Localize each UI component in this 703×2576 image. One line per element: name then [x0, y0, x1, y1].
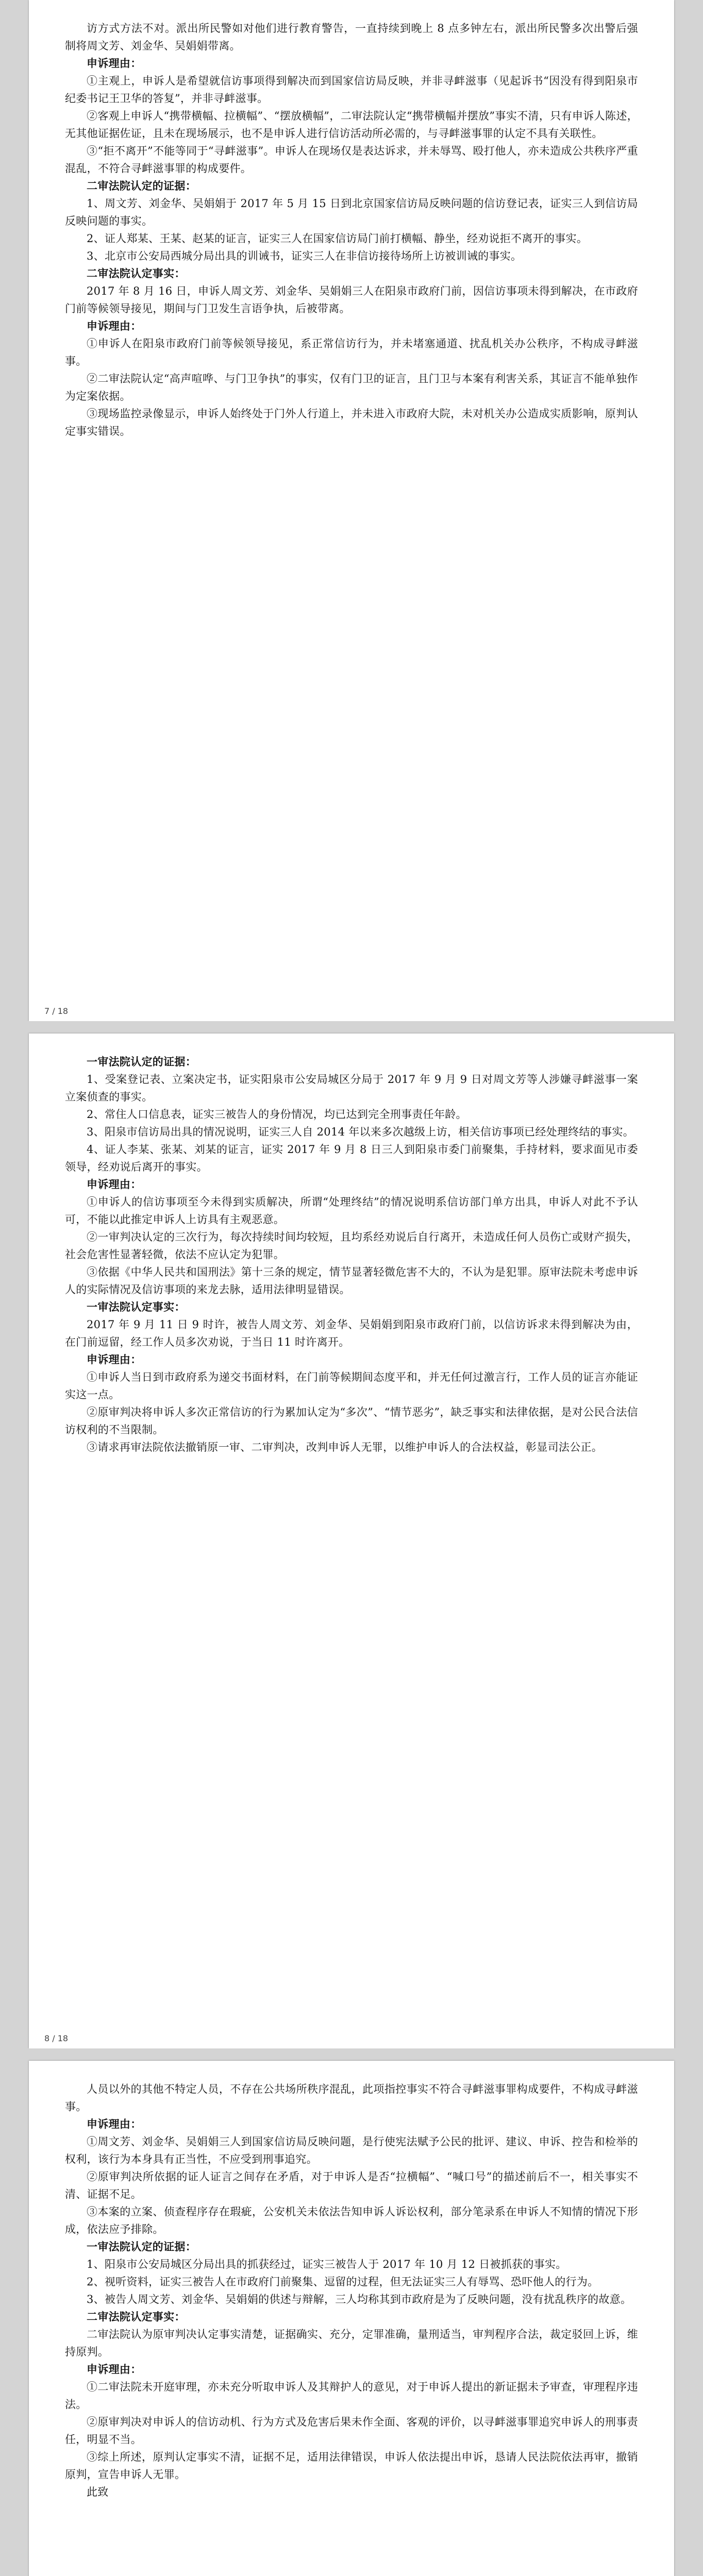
paragraph: ①周文芳、刘金华、吴娟娟三人到国家信访局反映问题，是行使宪法赋予公民的批评、建议、申诉、控告和检举的权利，该行为本身具有正当性，不应受到刑事追究。 [65, 2136, 638, 2165]
section-heading: 申诉理由： [87, 319, 142, 332]
document-page [29, 1033, 674, 2048]
paragraph: ②一审判决认定的三次行为，每次持续时间均较短，且均系经劝说后自行离开，未造成任何人员伤亡或财产损失，社会危害性显著轻微，依法不应认定为犯罪。 [65, 1231, 638, 1261]
paragraph: 2、证人郑某、王某、赵某的证言，证实三人在国家信访局门前打横幅、静坐，经劝说拒不离开的事实。 [87, 232, 588, 245]
section-heading: 二审法院认定事实： [87, 267, 186, 280]
page-body [65, 20, 638, 440]
page-body [65, 1053, 638, 1456]
paragraph: ③依据《中华人民共和国刑法》第十三条的规定，情节显著轻微危害不大的，不认为是犯罪。原审法院未考虑申诉人的实际情况及信访事项的来龙去脉，适用法律明显错误。 [65, 1266, 638, 1296]
page-number: 8 / 18 [44, 2033, 69, 2043]
paragraph: ②客观上申诉人“携带横幅、拉横幅”、“摆放横幅”，二审法院认定“携带横幅并摆放”事实不清，只有申诉人陈述，无其他证据佐证，且未在现场展示，也不是申诉人进行信访活动所必需的，与寻衅滋事罪的认定不具有关联性。 [65, 110, 638, 140]
section-heading: 申诉理由： [87, 1353, 142, 1366]
paragraph: 访方式方法不对。派出所民警如对他们进行教育警告，一直持续到晚上 8 点多钟左右，派出所民警多次出警后强制将周文芳、刘金华、吴娟娟带离。 [65, 22, 638, 52]
paragraph: ①二审法院未开庭审理，亦未充分听取申诉人及其辩护人的意见，对于申诉人提出的新证据未予审查，审理程序违法。 [65, 2381, 638, 2411]
paragraph: ①申诉人在阳泉市政府门前等候领导接见，系正常信访行为，并未堵塞通道、扰乱机关办公秩序，不构成寻衅滋事。 [65, 337, 638, 367]
section-heading: 申诉理由： [87, 2117, 142, 2130]
paragraph: 3、阳泉市信访局出具的情况说明，证实三人自 2014 年以来多次越级上访，相关信访事项已经处理终结的事实。 [87, 1126, 634, 1138]
paragraph: 3、被告人周文芳、刘金华、吴娟娟的供述与辩解，三人均称其到市政府是为了反映问题，没有扰乱秩序的故意。 [87, 2293, 632, 2306]
paragraph: 2017 年 9 月 11 日 9 时许，被告人周文芳、刘金华、吴娟娟到阳泉市政府门前，以信访诉求未得到解决为由，在门前逗留，经工作人员多次劝说，于当日 11 时许离开。 [65, 1318, 638, 1348]
paragraph: ③请求再审法院依法撤销原一审、二审判决，改判申诉人无罪，以维护申诉人的合法权益，彰显司法公正。 [87, 1441, 603, 1453]
page-body [65, 2080, 638, 2501]
paragraph: ③现场监控录像显示，申诉人始终处于门外人行道上，并未进入市政府大院，未对机关办公造成实质影响，原判认定事实错误。 [65, 408, 638, 437]
section-heading: 申诉理由： [87, 1178, 142, 1191]
section-heading: 一审法院认定的证据： [87, 1055, 196, 1068]
paragraph: 人员以外的其他不特定人员，不存在公共场所秩序混乱，此项指控事实不符合寻衅滋事罪构成要件，不构成寻衅滋事。 [65, 2083, 638, 2113]
paragraph: ①主观上，申诉人是希望就信访事项得到解决而到国家信访局反映，并非寻衅滋事（见起诉书“因没有得到阳泉市纪委书记王卫华的答复”，并非寻衅滋事。 [65, 75, 638, 105]
paragraph: 1、受案登记表、立案决定书，证实阳泉市公安局城区分局于 2017 年 9 月 9 日对周文芳等人涉嫌寻衅滋事一案立案侦查的事实。 [65, 1073, 638, 1103]
section-heading: 二审法院认定的证据： [87, 179, 196, 192]
paragraph: ②原审判决对申诉人的信访动机、行为方式及危害后果未作全面、客观的评价，以寻衅滋事罪追究申诉人的刑事责任，明显不当。 [65, 2416, 638, 2446]
paragraph: 二审法院认为原审判决认定事实清楚，证据确实、充分，定罪准确，量刑适当，审判程序合法，裁定驳回上诉，维持原判。 [65, 2328, 638, 2358]
section-heading: 申诉理由： [87, 57, 142, 70]
paragraph: 2017 年 8 月 16 日，申诉人周文芳、刘金华、吴娟娟三人在阳泉市政府门前，因信访事项未得到解决，在市政府门前等候领导接见，期间与门卫发生言语争执，后被带离。 [65, 285, 638, 315]
paragraph: 此致 [87, 2486, 109, 2498]
paragraph: ①申诉人当日到市政府系为递交书面材料，在门前等候期间态度平和，并无任何过激言行，工作人员的证言亦能证实这一点。 [65, 1371, 638, 1401]
paragraph: ①申诉人的信访事项至今未得到实质解决，所谓“处理终结”的情况说明系信访部门单方出具，申诉人对此不予认可，不能以此推定申诉人上访具有主观恶意。 [65, 1196, 638, 1226]
paragraph: 1、阳泉市公安局城区分局出具的抓获经过，证实三被告人于 2017 年 10 月 12 日被抓获的事实。 [87, 2258, 567, 2270]
document-page [29, 0, 674, 1021]
paragraph: 1、周文芳、刘金华、吴娟娟于 2017 年 5 月 15 日到北京国家信访局反映问题的信访登记表，证实三人到信访局反映问题的事实。 [65, 197, 638, 227]
paragraph: ③“拒不离开”不能等同于“寻衅滋事”。申诉人在现场仅是表达诉求，并未辱骂、殴打他人，亦未造成公共秩序严重混乱，不符合寻衅滋事罪的构成要件。 [65, 145, 638, 175]
paragraph: ②原审判决所依据的证人证言之间存在矛盾，对于申诉人是否“拉横幅”、“喊口号”的描述前后不一，相关事实不清、证据不足。 [65, 2171, 638, 2200]
paragraph: ③本案的立案、侦查程序存在瑕疵，公安机关未依法告知申诉人诉讼权利，部分笔录系在申诉人不知情的情况下形成，依法应予排除。 [65, 2206, 638, 2235]
page-separator [0, 2048, 703, 2061]
section-heading: 申诉理由： [87, 2363, 142, 2376]
paragraph: 4、证人李某、张某、刘某的证言，证实 2017 年 9 月 8 日三人到阳泉市委门前聚集，手持材料，要求面见市委领导，经劝说后离开的事实。 [65, 1143, 638, 1173]
page-separator [0, 1021, 703, 1033]
paragraph: ③综上所述，原判认定事实不清，证据不足，适用法律错误，申诉人依法提出申诉，恳请人民法院依法再审，撤销原判，宣告申诉人无罪。 [65, 2451, 638, 2481]
paragraph: ②二审法院认定“高声喧哗、与门卫争执”的事实，仅有门卫的证言，且门卫与本案有利害关系，其证言不能单独作为定案依据。 [65, 372, 638, 402]
section-heading: 一审法院认定的证据： [87, 2240, 196, 2253]
paragraph: 3、北京市公安局西城分局出具的训诫书，证实三人在非信访接待场所上访被训诫的事实。 [87, 250, 522, 262]
paragraph: 2、视听资料，证实三被告人在市政府门前聚集、逗留的过程，但无法证实三人有辱骂、恐吓他人的行为。 [87, 2276, 599, 2288]
paragraph: ②原审判决将申诉人多次正常信访的行为累加认定为“多次”、“情节恶劣”，缺乏事实和法律依据，是对公民合法信访权利的不当限制。 [65, 1406, 638, 1436]
page-number: 7 / 18 [44, 1006, 69, 1016]
paragraph: 2、常住人口信息表，证实三被告人的身份情况，均已达到完全刑事责任年龄。 [87, 1108, 467, 1121]
section-heading: 二审法院认定事实： [87, 2310, 186, 2323]
document-page [29, 2061, 674, 2576]
section-heading: 一审法院认定事实： [87, 1300, 186, 1313]
